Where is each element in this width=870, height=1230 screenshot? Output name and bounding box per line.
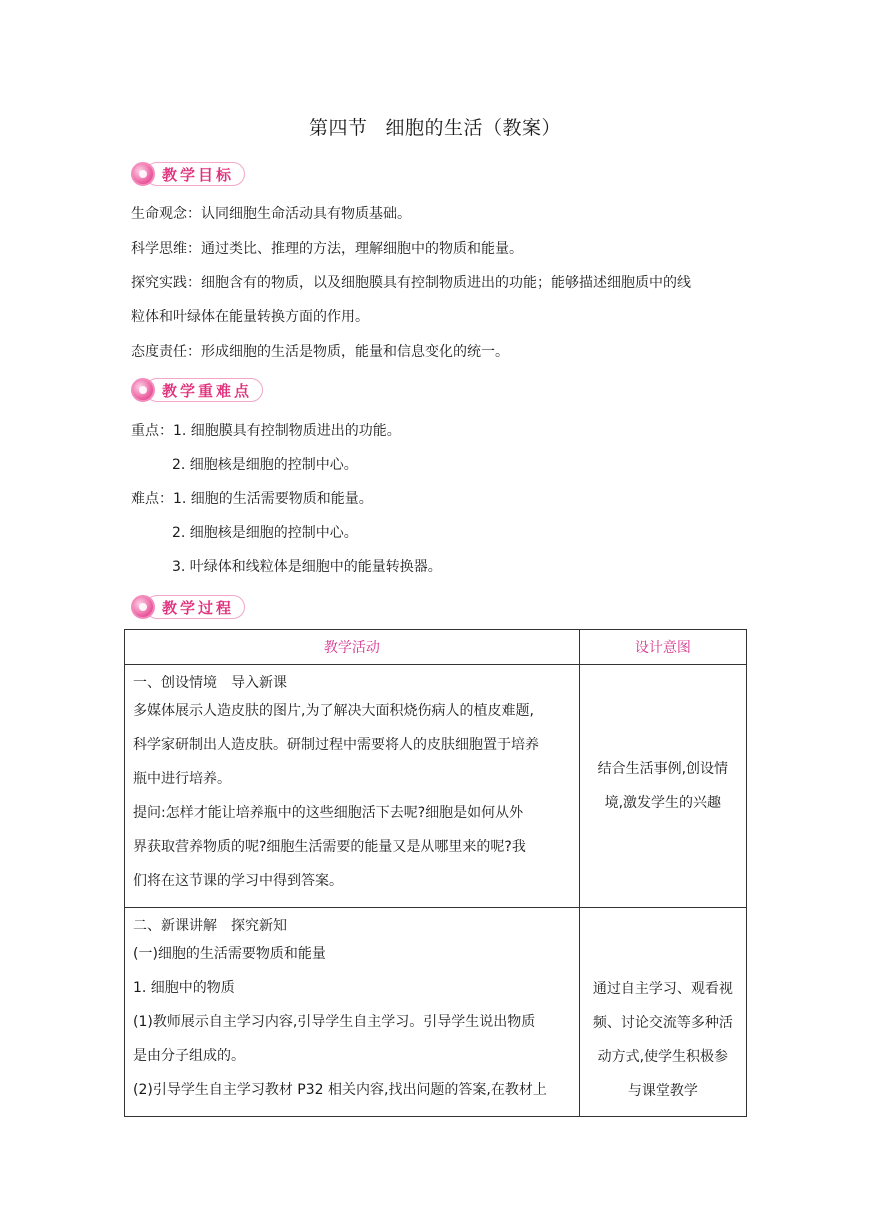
intent-line: 境,激发学生的兴趣	[604, 795, 722, 811]
intent-line: 频、讨论交流等多种活	[592, 1015, 733, 1031]
intent-line: 结合生活事例,创设情	[597, 761, 729, 777]
title-section-number: 第四节	[308, 117, 368, 139]
activity-cell	[125, 908, 580, 1117]
key-point-line: 2. 细胞核是细胞的控制中心。	[172, 525, 358, 541]
intent-line: 通过自主学习、观看视	[592, 981, 733, 997]
key-point-line: 2. 细胞核是细胞的控制中心。	[172, 457, 358, 473]
teaching-process-table	[124, 629, 747, 1117]
table-row	[125, 665, 747, 908]
activity-line: 一、创设情境 导入新课	[133, 675, 287, 691]
objective-line: 粒体和叶绿体在能量转换方面的作用。	[131, 309, 369, 325]
table-header-row	[125, 630, 747, 665]
activity-cell	[125, 665, 580, 908]
activity-line: 们将在这节课的学习中得到答案。	[133, 873, 343, 889]
activity-line: 界获取营养物质的呢?细胞生活需要的能量又是从哪里来的呢?我	[133, 839, 526, 855]
section-badge-objectives	[131, 161, 245, 187]
activity-line: (2)引导学生自主学习教材 P32 相关内容,找出问题的答案,在教材上	[133, 1082, 547, 1098]
intent-line: 动方式,使学生积极参	[597, 1049, 729, 1065]
intent-cell	[579, 665, 746, 908]
flask-icon	[131, 378, 155, 402]
activity-line: 多媒体展示人造皮肤的图片,为了解决大面积烧伤病人的植皮难题,	[133, 703, 534, 719]
objective-line: 探究实践：细胞含有的物质，以及细胞膜具有控制物质进出的功能；能够描述细胞质中的线	[131, 275, 691, 291]
header-intent: 设计意图	[579, 630, 746, 665]
section-title-objectives: 教学目标	[145, 162, 245, 186]
section-title-key-points: 教学重难点	[145, 378, 263, 402]
key-point-line: 难点：1. 细胞的生活需要物质和能量。	[131, 491, 373, 507]
page-title	[0, 113, 870, 140]
title-text: 细胞的生活（教案）	[385, 117, 562, 139]
activity-line: 是由分子组成的。	[133, 1048, 245, 1064]
section-title-process: 教学过程	[145, 595, 245, 619]
activity-line: (1)教师展示自主学习内容,引导学生自主学习。引导学生说出物质	[133, 1014, 536, 1030]
table-row	[125, 908, 747, 1117]
header-activity: 教学活动	[125, 630, 580, 665]
intent-cell	[579, 908, 746, 1117]
flask-icon	[131, 162, 155, 186]
flask-icon	[131, 595, 155, 619]
activity-line: (一)细胞的生活需要物质和能量	[133, 946, 326, 962]
activity-line: 科学家研制出人造皮肤。研制过程中需要将人的皮肤细胞置于培养	[133, 737, 539, 753]
activity-line: 1. 细胞中的物质	[133, 980, 235, 996]
objective-line: 生命观念：认同细胞生命活动具有物质基础。	[131, 206, 411, 222]
key-point-line: 3. 叶绿体和线粒体是细胞中的能量转换器。	[172, 559, 442, 575]
intent-line: 与课堂教学	[627, 1083, 698, 1099]
objective-line: 态度责任：形成细胞的生活是物质，能量和信息变化的统一。	[131, 344, 509, 360]
section-badge-key-points	[131, 377, 263, 403]
key-point-line: 重点：1. 细胞膜具有控制物质进出的功能。	[131, 423, 401, 439]
activity-line: 提问:怎样才能让培养瓶中的这些细胞活下去呢?细胞是如何从外	[133, 805, 524, 821]
section-badge-process	[131, 594, 245, 620]
activity-line: 二、新课讲解 探究新知	[133, 918, 287, 934]
objective-line: 科学思维：通过类比、推理的方法，理解细胞中的物质和能量。	[131, 241, 523, 257]
activity-line: 瓶中进行培养。	[133, 771, 231, 787]
